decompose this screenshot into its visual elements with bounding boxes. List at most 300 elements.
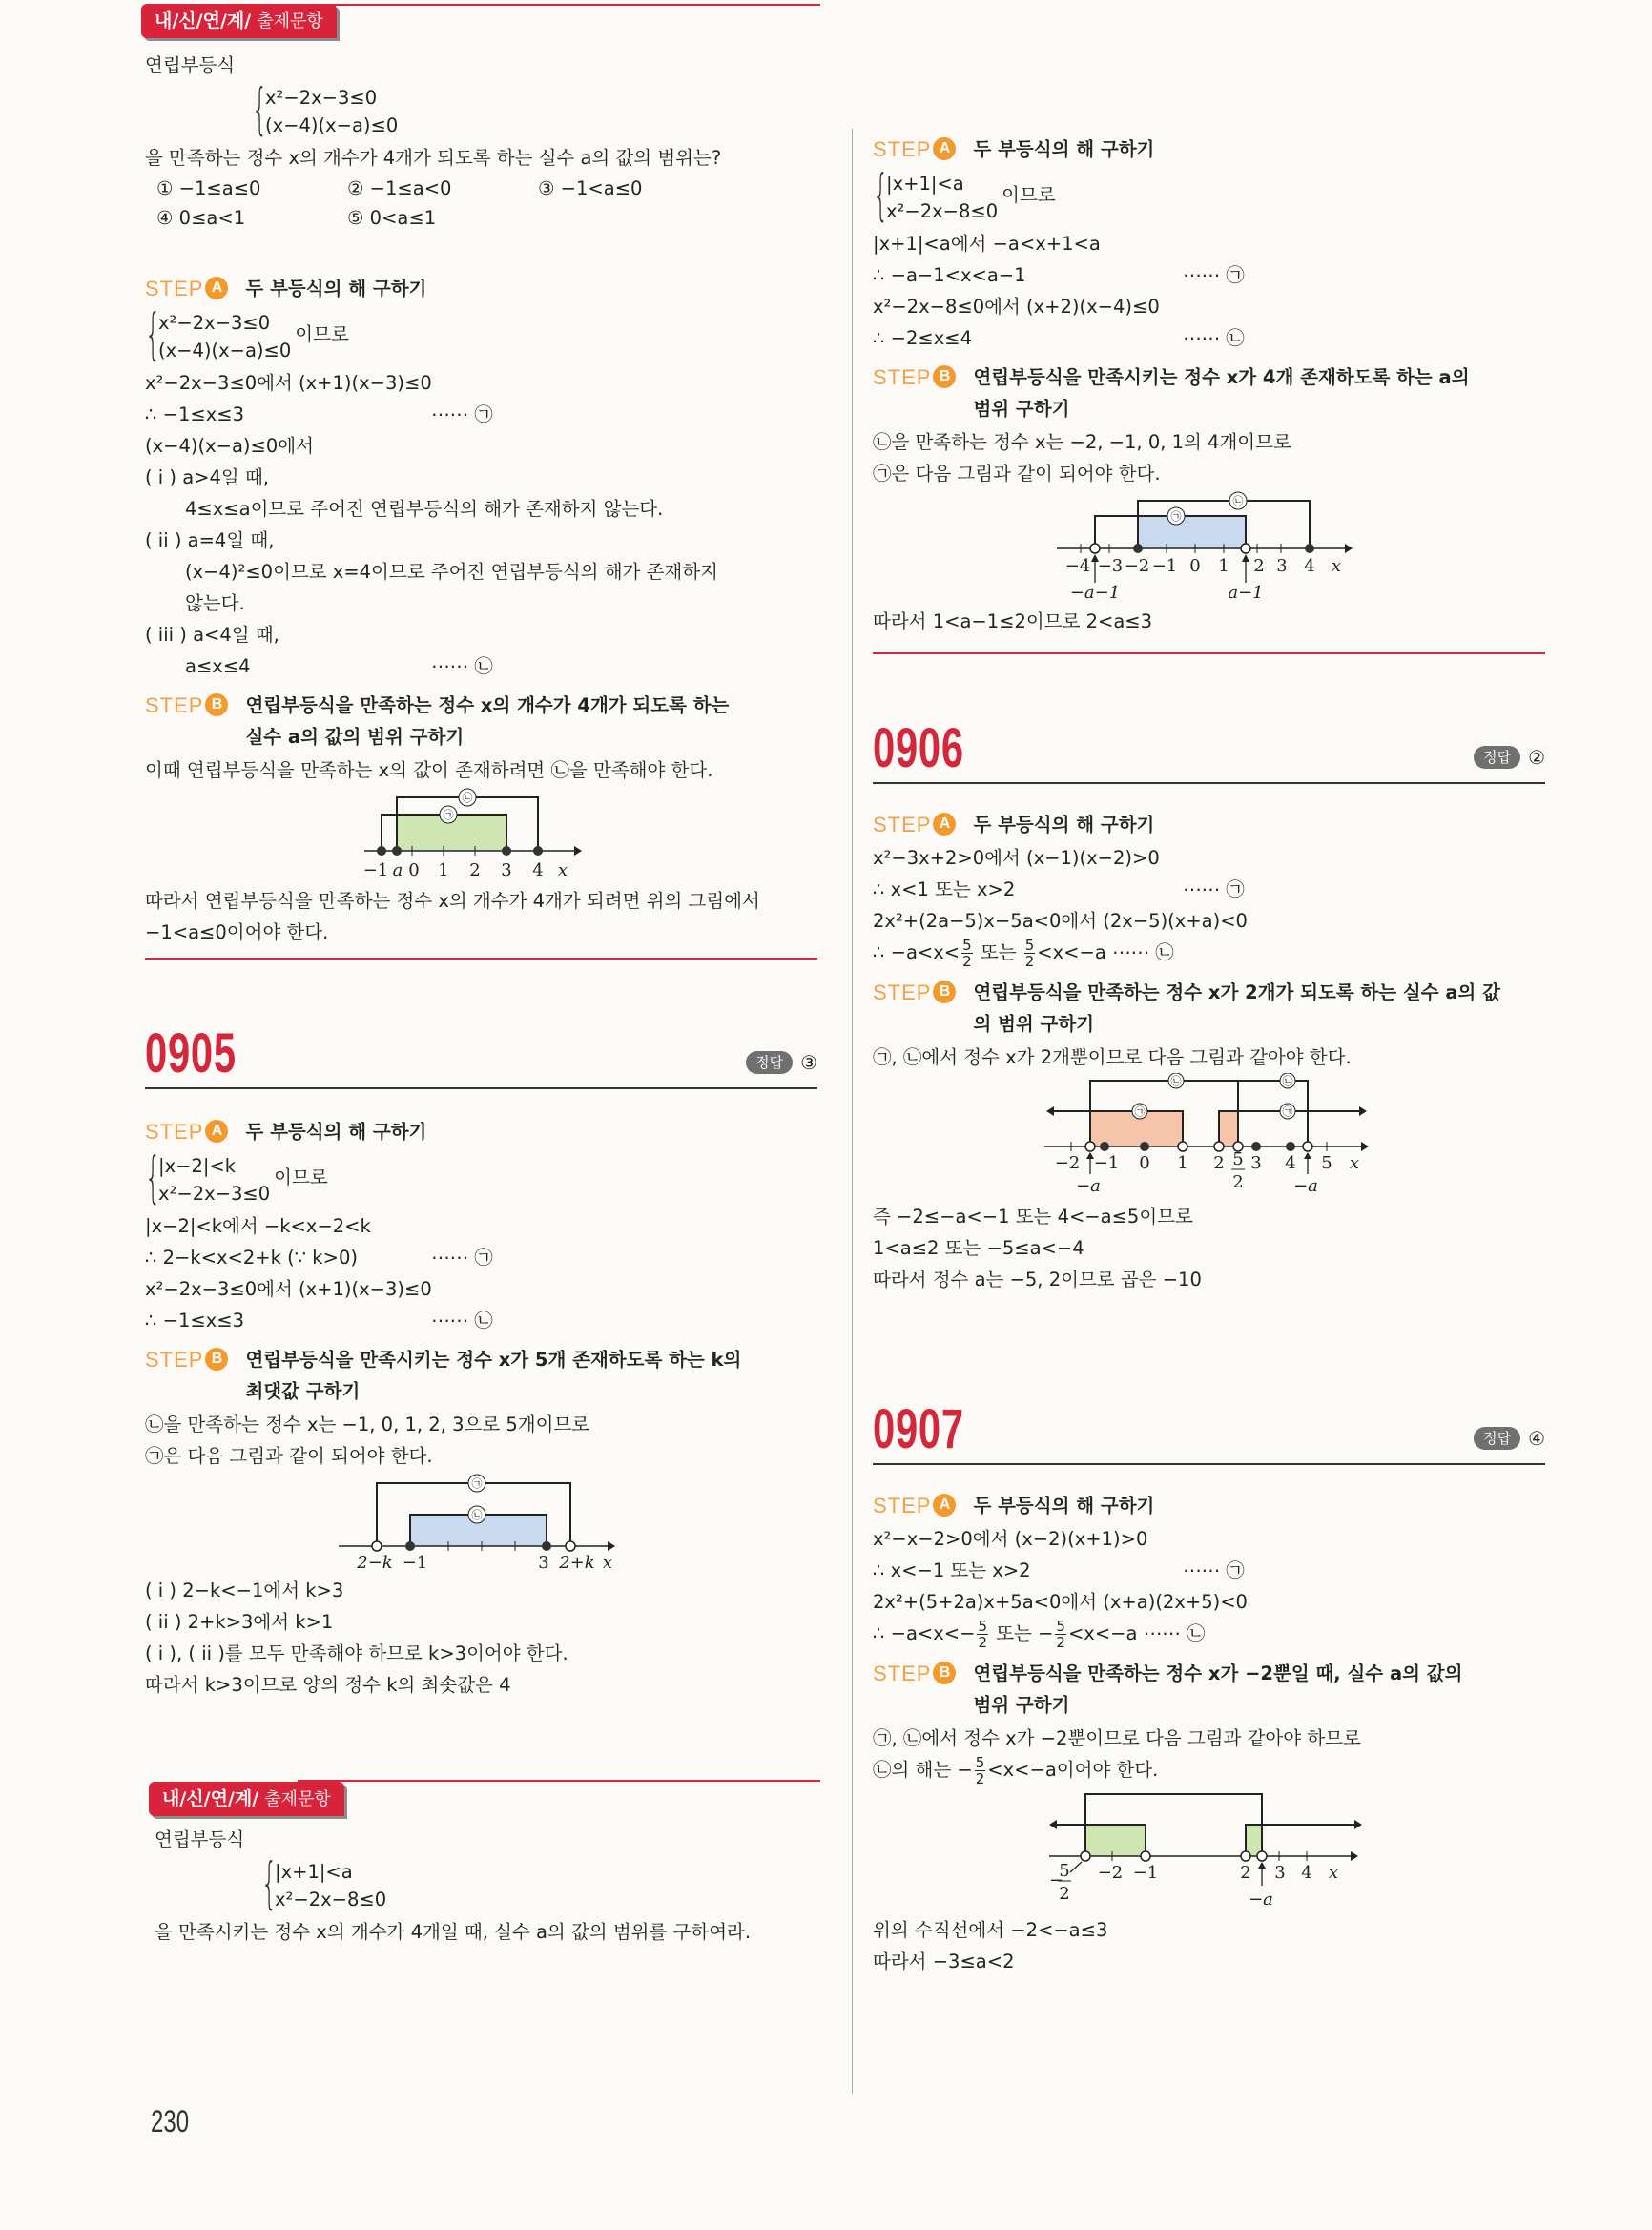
left-brace-icon: {	[261, 1850, 278, 1915]
step-badge: A	[933, 813, 956, 836]
inequality-system	[873, 162, 1545, 228]
line-text: ∴ x<1 또는 x>2	[873, 878, 1016, 900]
text-line	[145, 1638, 817, 1669]
step-title-line: 범위 구하기	[973, 1694, 1070, 1716]
solution-1	[145, 265, 817, 948]
step-title	[245, 1116, 426, 1147]
tick-label: 4	[1300, 1863, 1312, 1883]
text-line	[873, 1264, 1545, 1295]
line-text: ( i ) a>4일 때,	[145, 466, 269, 488]
fraction-denominator: 2	[1056, 1634, 1065, 1651]
answer-choice[interactable]: ④ 0≤a<1	[156, 207, 246, 229]
tick-label: −1	[1093, 1153, 1120, 1173]
step-label: STEP	[145, 693, 204, 717]
tick-label: 2	[1239, 1863, 1251, 1883]
number-line-figure	[1044, 1073, 1373, 1197]
inequality-system	[145, 301, 817, 367]
axis-label: x	[557, 860, 568, 880]
system-equation: |x+1|<a	[275, 1861, 353, 1883]
text-line	[873, 1523, 1545, 1555]
text-line	[873, 426, 1545, 458]
fraction	[961, 938, 973, 969]
fraction-denominator: 2	[1232, 1172, 1244, 1192]
line-text: x²−3x+2>0에서 (x−1)(x−2)>0	[873, 847, 1160, 869]
tick-label: 2	[1252, 556, 1265, 576]
text-line	[145, 1242, 817, 1273]
step-badge: B	[933, 1662, 956, 1684]
answer-badge	[1474, 746, 1545, 769]
line-text: 연립부등식	[155, 1828, 245, 1850]
text-line	[145, 1409, 817, 1440]
line-text: |x−2|<k에서 −k<x−2<k	[145, 1215, 371, 1237]
answer-label: 정답	[746, 1051, 793, 1074]
line-text: ㉠, ㉡에서 정수 x가 2개뿐이므로 다음 그림과 같아야 한다.	[873, 1046, 1352, 1068]
line-text: ( iii ) a<4일 때,	[145, 624, 279, 646]
line-text: ∴ −1≤x≤3	[145, 1310, 244, 1332]
tick-label: 0	[407, 860, 420, 880]
step-label: STEP	[873, 1662, 932, 1685]
line-text: −1<a≤0이어야 한다.	[145, 921, 329, 943]
answer-choice[interactable]: ③ −1<a≤0	[538, 177, 643, 199]
answer-badge	[1474, 1427, 1545, 1450]
text-line	[145, 1210, 817, 1242]
number-line-figure	[1057, 489, 1362, 602]
equation-marker: ⋯⋯ ㉠	[431, 1247, 493, 1269]
equation-marker: ⋯⋯ ㉠	[431, 403, 493, 425]
text-line	[873, 291, 1545, 322]
tick-label: 3	[1250, 1153, 1262, 1173]
line-text: (x−4)(x−a)≤0에서	[145, 435, 314, 457]
step-badge: B	[933, 981, 956, 1003]
step-heading	[873, 1490, 1545, 1521]
line-text: ∴ −a<x<− $\frac{5}{2}$ 또는 − $\frac{5}{2}$ <x<−a ⋯⋯ ㉡	[873, 1618, 1206, 1651]
text-line	[873, 1946, 1545, 1977]
label-lower: ㉠	[1134, 1105, 1146, 1118]
exam-link-tag	[149, 1782, 344, 1816]
fraction-denominator: 2	[1024, 953, 1035, 970]
point-label: a−1	[1227, 583, 1264, 602]
line-text: 따라서 연립부등식을 만족하는 정수 x의 개수가 4개가 되려면 위의 그림에서	[145, 890, 760, 912]
problem-2	[145, 1824, 827, 1948]
tag-label: 내/신/연/계/	[155, 10, 252, 31]
tick-label: 1	[437, 860, 449, 880]
question-number: 0905	[145, 1022, 237, 1084]
tick-label: −4	[1064, 556, 1090, 576]
tick-label: −1	[1151, 556, 1177, 576]
line-text: 따라서 1<a−1≤2이므로 2<a≤3	[873, 610, 1153, 632]
fraction-denominator: 2	[978, 1634, 987, 1651]
step-title	[245, 273, 426, 304]
text-line	[873, 458, 1545, 489]
text-line	[145, 1273, 817, 1305]
line-text: x²−2x−8≤0에서 (x+2)(x−4)≤0	[873, 296, 1160, 318]
tick-label: 2	[1213, 1153, 1225, 1173]
line-text: ∴ x<−1 또는 x>2	[873, 1559, 1031, 1581]
equation-marker: ⋯⋯ ㉡	[431, 1310, 493, 1332]
step-title-line: 연립부등식을 만족하는 정수 x가 −2뿐일 때, 실수 a의 값의	[973, 1662, 1463, 1684]
text-line	[155, 1824, 827, 1855]
tag-label: 내/신/연/계/	[162, 1788, 259, 1809]
step-label: STEP	[145, 277, 204, 300]
text-line	[145, 1606, 817, 1638]
line-text: ∴ −a<x< $\frac{5}{2}$ 또는 $\frac{5}{2}$ <x<−a ⋯⋯ ㉡	[873, 937, 1174, 970]
text-line	[873, 905, 1545, 937]
line-text: |x+1|<a에서 −a<x+1<a	[873, 233, 1101, 255]
step-label: STEP	[145, 1120, 204, 1144]
line-text: ㉡의 해는 − $\frac{5}{2}$ <x<−a이어야 한다.	[873, 1754, 1159, 1787]
fraction-numerator: 5	[962, 937, 972, 954]
line-text: a≤x≤4	[185, 655, 251, 677]
tick-label: 3	[1275, 556, 1288, 576]
arrowhead-icon	[608, 1541, 615, 1551]
text-line	[873, 937, 1545, 969]
line-text: ( i ) 2−k<−1에서 k>3	[145, 1580, 344, 1601]
label-upper: ㉡	[1170, 1075, 1182, 1087]
line-text: ㉠은 다음 그림과 같이 되어야 한다.	[145, 1445, 433, 1467]
text-line	[873, 1618, 1545, 1650]
problem-1	[145, 50, 817, 233]
solution-0905	[145, 1108, 817, 1701]
equation-marker: ⋯⋯ ㉡	[431, 655, 493, 677]
system-suffix: 이므로	[1002, 184, 1056, 206]
text-line	[873, 842, 1545, 874]
line-text: 따라서 정수 a는 −5, 2이므로 곱은 −10	[873, 1269, 1202, 1291]
section-rule	[298, 4, 820, 6]
step-title-line: 연립부등식을 만족하는 정수 x의 개수가 4개가 되도록 하는	[245, 694, 730, 716]
question-header-0907	[873, 1398, 1545, 1465]
system-equation: (x−4)(x−a)≤0	[265, 114, 399, 136]
line-text: 1<a≤2 또는 −5≤a<−4	[873, 1237, 1084, 1259]
tag-suffix: 출제문항	[264, 1789, 331, 1809]
tick-label: −1	[402, 1553, 427, 1571]
fraction-denominator: 2	[1058, 1884, 1070, 1904]
point-label: −a	[1248, 1889, 1273, 1910]
step-title-line: 두 부등식의 해 구하기	[973, 138, 1155, 160]
text-line	[873, 259, 1545, 291]
left-brace-icon: {	[873, 162, 889, 227]
line-text: ∴ −a−1<x<a−1	[873, 264, 1026, 286]
fraction-numerator: 5	[1058, 1861, 1070, 1881]
section-end-rule	[873, 652, 1545, 654]
fraction-numerator: 5	[975, 1754, 985, 1771]
text-line	[145, 142, 817, 174]
axis-label: x	[1349, 1153, 1360, 1173]
label-inner: ㉡	[471, 1509, 482, 1521]
tag-suffix: 출제문항	[257, 11, 323, 31]
text-line	[873, 1232, 1545, 1264]
left-brace-icon: {	[145, 301, 161, 366]
text-line	[873, 228, 1545, 259]
text-line	[145, 50, 817, 81]
text-line	[145, 619, 817, 650]
tick-label: 1	[1217, 556, 1229, 576]
solution-0907	[873, 1482, 1545, 1977]
line-text: 을 만족하는 정수 x의 개수가 4개가 되도록 하는 실수 a의 값의 범위는?	[145, 147, 722, 169]
tick-label: −1	[362, 860, 388, 880]
step-label: STEP	[873, 813, 932, 836]
fraction	[1055, 1619, 1066, 1650]
number-line-figure	[339, 1472, 625, 1571]
equation-marker: ⋯⋯ ㉠	[1183, 878, 1245, 900]
tick-label: −1	[1132, 1863, 1158, 1883]
step-label: STEP	[873, 137, 932, 161]
line-text: 위의 수직선에서 −2<−a≤3	[873, 1919, 1108, 1941]
step-badge: A	[933, 137, 956, 160]
tick-label: 2+k	[558, 1553, 595, 1571]
arrowhead-icon	[1354, 1820, 1362, 1829]
solution-region	[1138, 517, 1246, 548]
text-line	[145, 462, 817, 493]
line-text: 따라서 k>3이므로 양의 정수 k의 최솟값은 4	[145, 1674, 511, 1696]
step-title	[973, 361, 1469, 424]
tick-label: −2	[1054, 1153, 1081, 1173]
question-header-0906	[873, 717, 1545, 784]
answer-choice[interactable]: ① −1≤a≤0	[156, 177, 261, 199]
line-text: x²−2x−3≤0에서 (x+1)(x−3)≤0	[145, 372, 432, 394]
line-text: x²−2x−3≤0에서 (x+1)(x−3)≤0	[145, 1278, 432, 1300]
line-text: 4≤x≤a이므로 주어진 연립부등식의 해가 존재하지 않는다.	[185, 498, 664, 520]
solution-region	[1085, 1825, 1146, 1856]
arrowhead-icon	[1049, 1820, 1057, 1829]
answer-choice[interactable]: ② −1≤a<0	[347, 177, 452, 199]
tick-label: 0	[1139, 1153, 1150, 1173]
text-line	[873, 1754, 1545, 1786]
step-title-line: 연립부등식을 만족시키는 정수 x가 4개 존재하도록 하는 a의	[973, 366, 1470, 388]
arrowhead-icon	[1046, 1106, 1054, 1116]
line-text: ( ii ) a=4일 때,	[145, 529, 275, 551]
step-title	[973, 809, 1154, 840]
tick-label: 4	[1285, 1153, 1296, 1173]
answer-label: 정답	[1474, 746, 1520, 769]
figure-f2	[873, 489, 1545, 606]
system-equation: |x+1|<a	[886, 173, 964, 195]
answer-choice[interactable]: ⑤ 0<a≤1	[347, 207, 437, 229]
step-heading	[873, 134, 1545, 165]
step-badge: A	[933, 1494, 956, 1517]
equation-marker: ⋯⋯ ㉡	[1183, 327, 1245, 349]
step-label: STEP	[873, 1494, 932, 1518]
arrowhead-icon	[1359, 1106, 1367, 1116]
step-label: STEP	[873, 365, 932, 389]
text-line	[145, 1440, 817, 1472]
label-inner: ㉠	[443, 809, 453, 821]
tick-label: 3	[537, 1553, 549, 1571]
line-text: 연립부등식	[145, 54, 236, 76]
step-title-line: 범위 구하기	[973, 398, 1070, 420]
step-title-line: 두 부등식의 해 구하기	[245, 278, 427, 299]
tick-label: a	[392, 860, 403, 880]
label-inner: ㉠	[1170, 510, 1181, 523]
text-line	[145, 917, 817, 948]
line-text: ( ii ) 2+k>3에서 k>1	[145, 1611, 334, 1633]
system-equations	[886, 170, 998, 225]
line-text: ㉠은 다음 그림과 같이 되어야 한다.	[873, 463, 1161, 485]
left-brace-icon: {	[145, 1145, 161, 1209]
line-text: ㉡을 만족하는 정수 x는 −1, 0, 1, 2, 3으로 5개이므로	[145, 1414, 590, 1435]
text-line	[145, 650, 817, 682]
fraction-numerator: 5	[1056, 1618, 1065, 1635]
equation-marker: ⋯⋯ ㉠	[1183, 264, 1245, 286]
fraction	[977, 1619, 988, 1650]
step-title-line: 연립부등식을 만족시키는 정수 x가 5개 존재하도록 하는 k의	[245, 1349, 742, 1371]
system-equations	[265, 84, 398, 139]
answer-value: ④	[1528, 1427, 1545, 1450]
tick-label: 3	[1273, 1863, 1286, 1883]
answer-value: ③	[800, 1051, 817, 1074]
system-equation: |x−2|<k	[158, 1155, 237, 1177]
left-brace-icon: {	[252, 76, 268, 141]
text-line	[873, 1201, 1545, 1232]
line-text: 따라서 −3≤a<2	[873, 1951, 1015, 1972]
line-text: 을 만족시키는 정수 x의 개수가 4개일 때, 실수 a의 값의 범위를 구하여라.	[155, 1921, 752, 1943]
solution-region	[1219, 1111, 1238, 1146]
answer-label: 정답	[1474, 1427, 1520, 1450]
fraction-sign: −	[1048, 1870, 1063, 1890]
system-equation: (x−4)(x−a)≤0	[158, 340, 292, 361]
system-equations	[158, 1152, 270, 1208]
text-line	[145, 1305, 817, 1336]
step-title-line: 두 부등식의 해 구하기	[973, 1495, 1155, 1517]
text-line	[873, 606, 1545, 637]
tick-label: 1	[1177, 1153, 1188, 1173]
line-text: 2x²+(2a−5)x−5a<0에서 (2x−5)(x+a)<0	[873, 910, 1248, 932]
tick-label: 5	[1321, 1153, 1332, 1173]
figure-f1	[145, 786, 817, 885]
text-line	[873, 1586, 1545, 1618]
tick-label: 4	[1303, 556, 1315, 576]
label-upper: ㉡	[1282, 1075, 1293, 1087]
fraction-numerator: 5	[1024, 937, 1035, 954]
text-line	[145, 367, 817, 399]
line-text: ( i ), ( ii )를 모두 만족해야 하므로 k>3이어야 한다.	[145, 1642, 568, 1664]
step-title-line: 연립부등식을 만족하는 정수 x가 2개가 되도록 하는 실수 a의 값	[973, 981, 1500, 1003]
system-equations	[158, 309, 291, 364]
question-number: 0906	[873, 717, 964, 779]
tick-label: 2−k	[356, 1553, 393, 1571]
text-line	[873, 1042, 1545, 1073]
fraction-numerator: 5	[978, 1618, 987, 1635]
system-suffix: 이므로	[274, 1167, 328, 1188]
tick-label: −3	[1097, 556, 1123, 576]
step-heading	[873, 1658, 1545, 1721]
step-title	[973, 134, 1154, 165]
line-text: (x−4)²≤0이므로 x=4이므로 주어진 연립부등식의 해가 존재하지	[185, 561, 718, 583]
tick-label: 3	[500, 860, 512, 880]
point-label: −a	[1076, 1176, 1101, 1196]
system-equation: x²−2x−3≤0	[265, 87, 378, 109]
step-heading	[145, 690, 817, 753]
step-title	[973, 1490, 1154, 1521]
system-equations	[275, 1858, 386, 1913]
text-line	[145, 493, 817, 525]
system-equation: x²−2x−3≤0	[158, 1183, 271, 1205]
step-heading	[873, 361, 1545, 424]
fraction-denominator: 2	[975, 1770, 985, 1787]
line-text: 즉 −2≤−a<−1 또는 4<−a≤5이므로	[873, 1206, 1193, 1228]
step-heading	[145, 1116, 817, 1147]
line-text: ∴ −2≤x≤4	[873, 327, 972, 349]
tick-label: −2	[1097, 1863, 1123, 1883]
text-line	[873, 1914, 1545, 1946]
question-header-0905	[145, 1022, 817, 1089]
tick-label: −2	[1124, 556, 1149, 576]
line-text: 2x²+(5+2a)x+5a<0에서 (x+a)(2x+5)<0	[873, 1591, 1248, 1613]
step-title-line: 두 부등식의 해 구하기	[245, 1121, 427, 1143]
number-line-figure	[362, 786, 601, 881]
step-heading	[145, 1344, 817, 1407]
step-title	[245, 1344, 741, 1407]
step-badge: B	[205, 1348, 228, 1371]
figure-f5	[873, 1786, 1545, 1914]
number-line-figure	[1047, 1786, 1372, 1910]
step-title-line: 실수 a의 값의 범위 구하기	[245, 726, 465, 748]
answer-choices	[145, 174, 817, 233]
line-text: ∴ 2−k<x<2+k (∵ k>0)	[145, 1247, 358, 1269]
tick-label: 0	[1188, 556, 1201, 576]
line-text: 이때 연립부등식을 만족하는 x의 값이 존재하려면 ㉡을 만족해야 한다.	[145, 759, 713, 781]
axis-label: x	[1331, 556, 1341, 576]
text-line	[145, 588, 817, 619]
fraction-numerator: 5	[1232, 1149, 1244, 1169]
step-badge: A	[205, 1120, 228, 1143]
line-text: x²−x−2>0에서 (x−2)(x+1)>0	[873, 1528, 1148, 1550]
text-line	[873, 1555, 1545, 1586]
solution-2	[873, 126, 1545, 637]
text-line	[145, 556, 817, 588]
point-label: −a	[1293, 1176, 1318, 1196]
point-label: −a−1	[1069, 583, 1120, 602]
text-line	[145, 1575, 817, 1606]
step-title-line: 두 부등식의 해 구하기	[973, 814, 1155, 836]
inequality-system	[155, 1850, 827, 1916]
tick-label: 2	[468, 860, 481, 880]
text-line	[145, 885, 817, 917]
text-line	[873, 322, 1545, 354]
arrowhead-icon	[574, 846, 582, 856]
label-outer: ㉡	[462, 792, 472, 804]
label-outer: ㉠	[471, 1477, 482, 1490]
fraction	[975, 1755, 986, 1786]
text-line	[155, 1916, 827, 1948]
step-title	[973, 1658, 1462, 1721]
system-equation: x²−2x−8≤0	[275, 1889, 387, 1910]
step-title-line: 의 범위 구하기	[973, 1013, 1095, 1035]
label-lower: ㉠	[1282, 1105, 1293, 1118]
section-rule	[298, 1780, 820, 1782]
text-line	[145, 1669, 817, 1701]
step-heading	[873, 977, 1545, 1040]
step-label: STEP	[873, 981, 932, 1004]
question-number: 0907	[873, 1398, 964, 1460]
column-divider	[852, 129, 853, 2094]
axis-label: x	[1328, 1863, 1338, 1883]
text-line	[145, 754, 817, 786]
text-line	[145, 430, 817, 462]
axis-label: x	[602, 1553, 612, 1571]
line-text: ∴ −1≤x≤3	[145, 403, 244, 425]
solution-0906	[873, 801, 1545, 1295]
step-badge: B	[205, 693, 228, 716]
step-badge: B	[933, 365, 956, 388]
arrowhead-icon	[1345, 544, 1353, 553]
text-line	[145, 525, 817, 556]
figure-f4	[873, 1073, 1545, 1201]
answer-value: ②	[1528, 746, 1545, 769]
line-text: ㉡을 만족하는 정수 x는 −2, −1, 0, 1의 4개이므로	[873, 431, 1291, 453]
inequality-system	[145, 1145, 817, 1210]
tick-label: 4	[531, 860, 544, 880]
step-title	[973, 977, 1500, 1040]
